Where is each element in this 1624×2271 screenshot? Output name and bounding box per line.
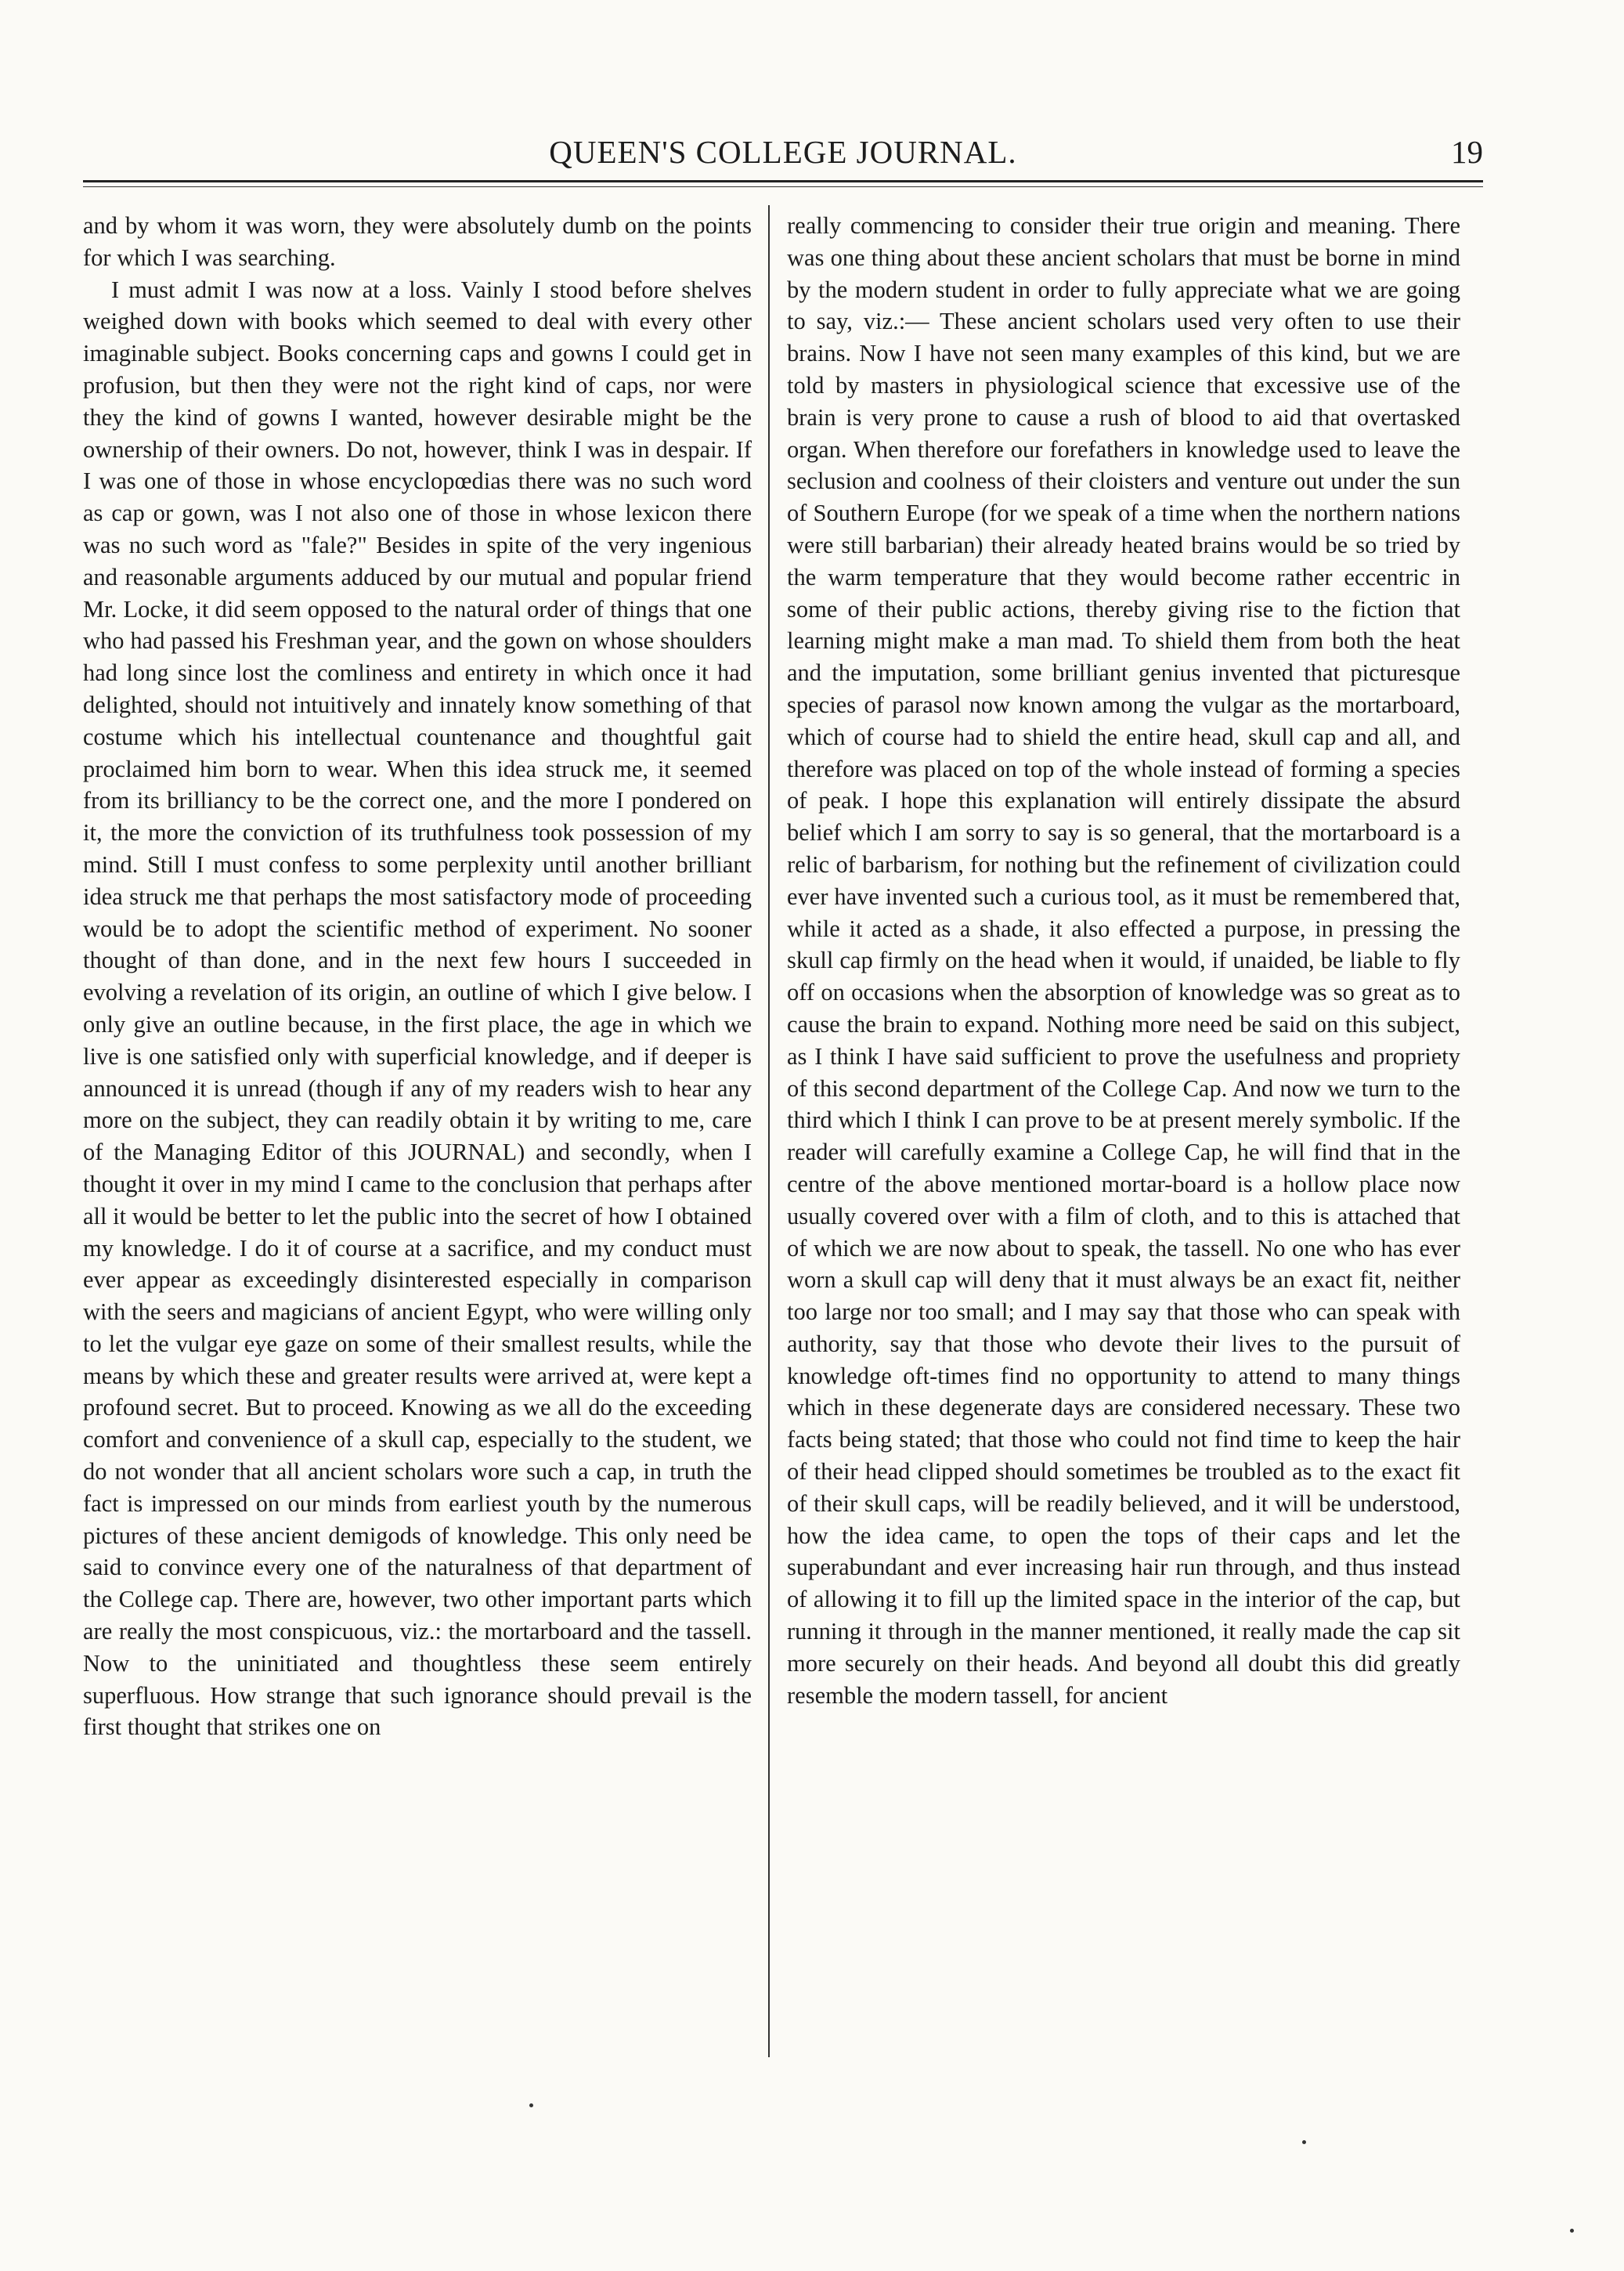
page-number: 19 bbox=[1451, 134, 1483, 170]
header-rule-thin bbox=[83, 186, 1483, 187]
print-speck bbox=[1302, 2140, 1306, 2144]
print-speck bbox=[1570, 2229, 1574, 2233]
journal-title: QUEEN'S COLLEGE JOURNAL. bbox=[549, 134, 1017, 170]
paragraph: I must admit I was now at a loss. Vainly I stood before shelves weighed down with books which seemed to deal with every other imaginable subject. Books concerning caps and gowns I could get in profusion, but then they were not the right kind of caps, nor were they the kind of gowns I wanted, however desirable might be the ownership of their owners. Do not, however, think I was in despair. If I was one of those in whose encyclopœdias there was no such word as cap or gown, was I not also one of those in whose lexicon there was no such word as "fale?" Besides in spite of the very ingenious and reasonable arguments adduced by our mutual and popular friend Mr. Locke, it did seem opposed to the natural order of things that one who had passed his Freshman year, and the gown on whose shoulders had long since lost the comliness and entirety in which once it had delighted, should not intuitively and innately know something of that costume which his intellectual countenance and thoughtful gait proclaimed him born to wear. When this idea struck me, it seemed from its brilliancy to be the correct one, and the more I pondered on it, the more the conviction of its truthfulness took possession of my mind. Still I must confess to some perplexity until another brilliant idea struck me that perhaps the most satisfactory mode of proceeding would be to adopt the scientific method of experiment. No sooner thought of than done, and in the next few hours I succeeded in evolving a revelation of its origin, an outline of which I give below. I only give an outline because, in the first place, the age in which we live is one satisfied only with superficial knowledge, and if deeper is announced it is unread (though if any of my readers wish to hear any more on the subject, they can readily obtain it by writing to me, care of the Managing Editor of this JOURNAL) and secondly, when I thought it over in my mind I came to the conclusion that perhaps after all it would be better to let the public into the secret of how I obtained my knowledge. I do it of course at a sacrifice, and my conduct must ever appear as exceedingly disinterested especially in comparison with the seers and magicians of ancient Egypt, who were willing only to let the vulgar eye gaze on some of their smallest results, while the means by which these and greater results were arrived at, were kept a profound secret. But to proceed. Knowing as we all do the exceeding comfort and convenience of a skull cap, especially to the student, we do not wonder that all ancient scholars wore such a cap, in truth the fact is impressed on our minds from earliest youth by the numerous pictures of these ancient demigods of knowledge. This only need be said to convince every one of the naturalness of that department of the College cap. There are, however, two other important parts which are really the most conspicuous, viz.: the mortarboard and the tassell. Now to the uninitiated and thoughtless these seem entirely superfluous. How strange that such ignorance should prevail is the first thought that strikes one on bbox=[83, 276, 752, 1741]
left-column bbox=[83, 210, 752, 2054]
running-header bbox=[83, 133, 1483, 180]
print-speck bbox=[529, 2103, 533, 2107]
paragraph-continued: really commencing to consider their true origin and meaning. There was one thing about these ancient scholars that must be borne in mind by the modern student in order to fully appreciate what we are going to say, viz.:— These ancient scholars used very often to use their brains. Now I have not seen many examples of this kind, but we are told by masters in physiological science that excessive use of the brain is very prone to cause a rush of blood to aid that overtasked organ. When therefore our forefathers in knowledge used to leave the seclusion and coolness of their cloisters and venture out under the sun of Southern Europe (for we speak of a time when the northern nations were still barbarian) their already heated brains would be so tried by the warm temperature that they would become rather eccentric in some of their public actions, thereby giving rise to the fiction that learning might make a man mad. To shield them from both the heat and the imputation, some brilliant genius invented that picturesque species of parasol now known among the vulgar as the mortarboard, which of course had to shield the entire head, skull cap and all, and therefore was placed on top of the whole instead of forming a species of peak. I hope this explanation will entirely dissipate the absurd belief which I am sorry to say is so general, that the mortarboard is a relic of barbarism, for nothing but the refinement of civilization could ever have invented such a curious tool, as it must be remembered that, while it acted as a shade, it also effected a purpose, in pressing the skull cap firmly on the head when it would, if unaided, be liable to fly off on occasions when the absorption of knowledge was so great as to cause the brain to expand. Nothing more need be said on this subject, as I think I have said sufficient to prove the usefulness and propriety of this second department of the College Cap. And now we turn to the third which I think I can prove to be at present merely symbolic. If the reader will carefully examine a College Cap, he will find that in the centre of the above mentioned mortar-board is a hollow place now usually covered over with a film of cloth, and to this is attached that of which we are now about to speak, the tassell. No one who has ever worn a skull cap will deny that it must always be an exact fit, neither too large nor too small; and I may say that those who can speak with authority, say that those who devote their lives to the pursuit of knowledge oft-times find no opportunity to attend to many things which in these degenerate days are considered necessary. These two facts being stated; that those who could not find time to keep the hair of their head clipped should sometimes be troubled as to the exact fit of their skull caps, will be readily believed, and it will be understood, how the idea came, to open the tops of their caps and let the superabundant and ever increasing hair run through, and thus instead of allowing it to fill up the limited space in the interior of the cap, but running it through in the manner mentioned, it really made the cap sit more securely on their heads. And beyond all doubt this did greatly resemble the modern tassell, for ancient bbox=[787, 212, 1460, 1709]
header-rule-thick bbox=[83, 180, 1483, 182]
paragraph-continued: and by whom it was worn, they were absolutely dumb on the points for which I was searching. bbox=[83, 212, 752, 271]
right-column bbox=[787, 210, 1460, 2054]
column-divider bbox=[768, 205, 770, 2057]
